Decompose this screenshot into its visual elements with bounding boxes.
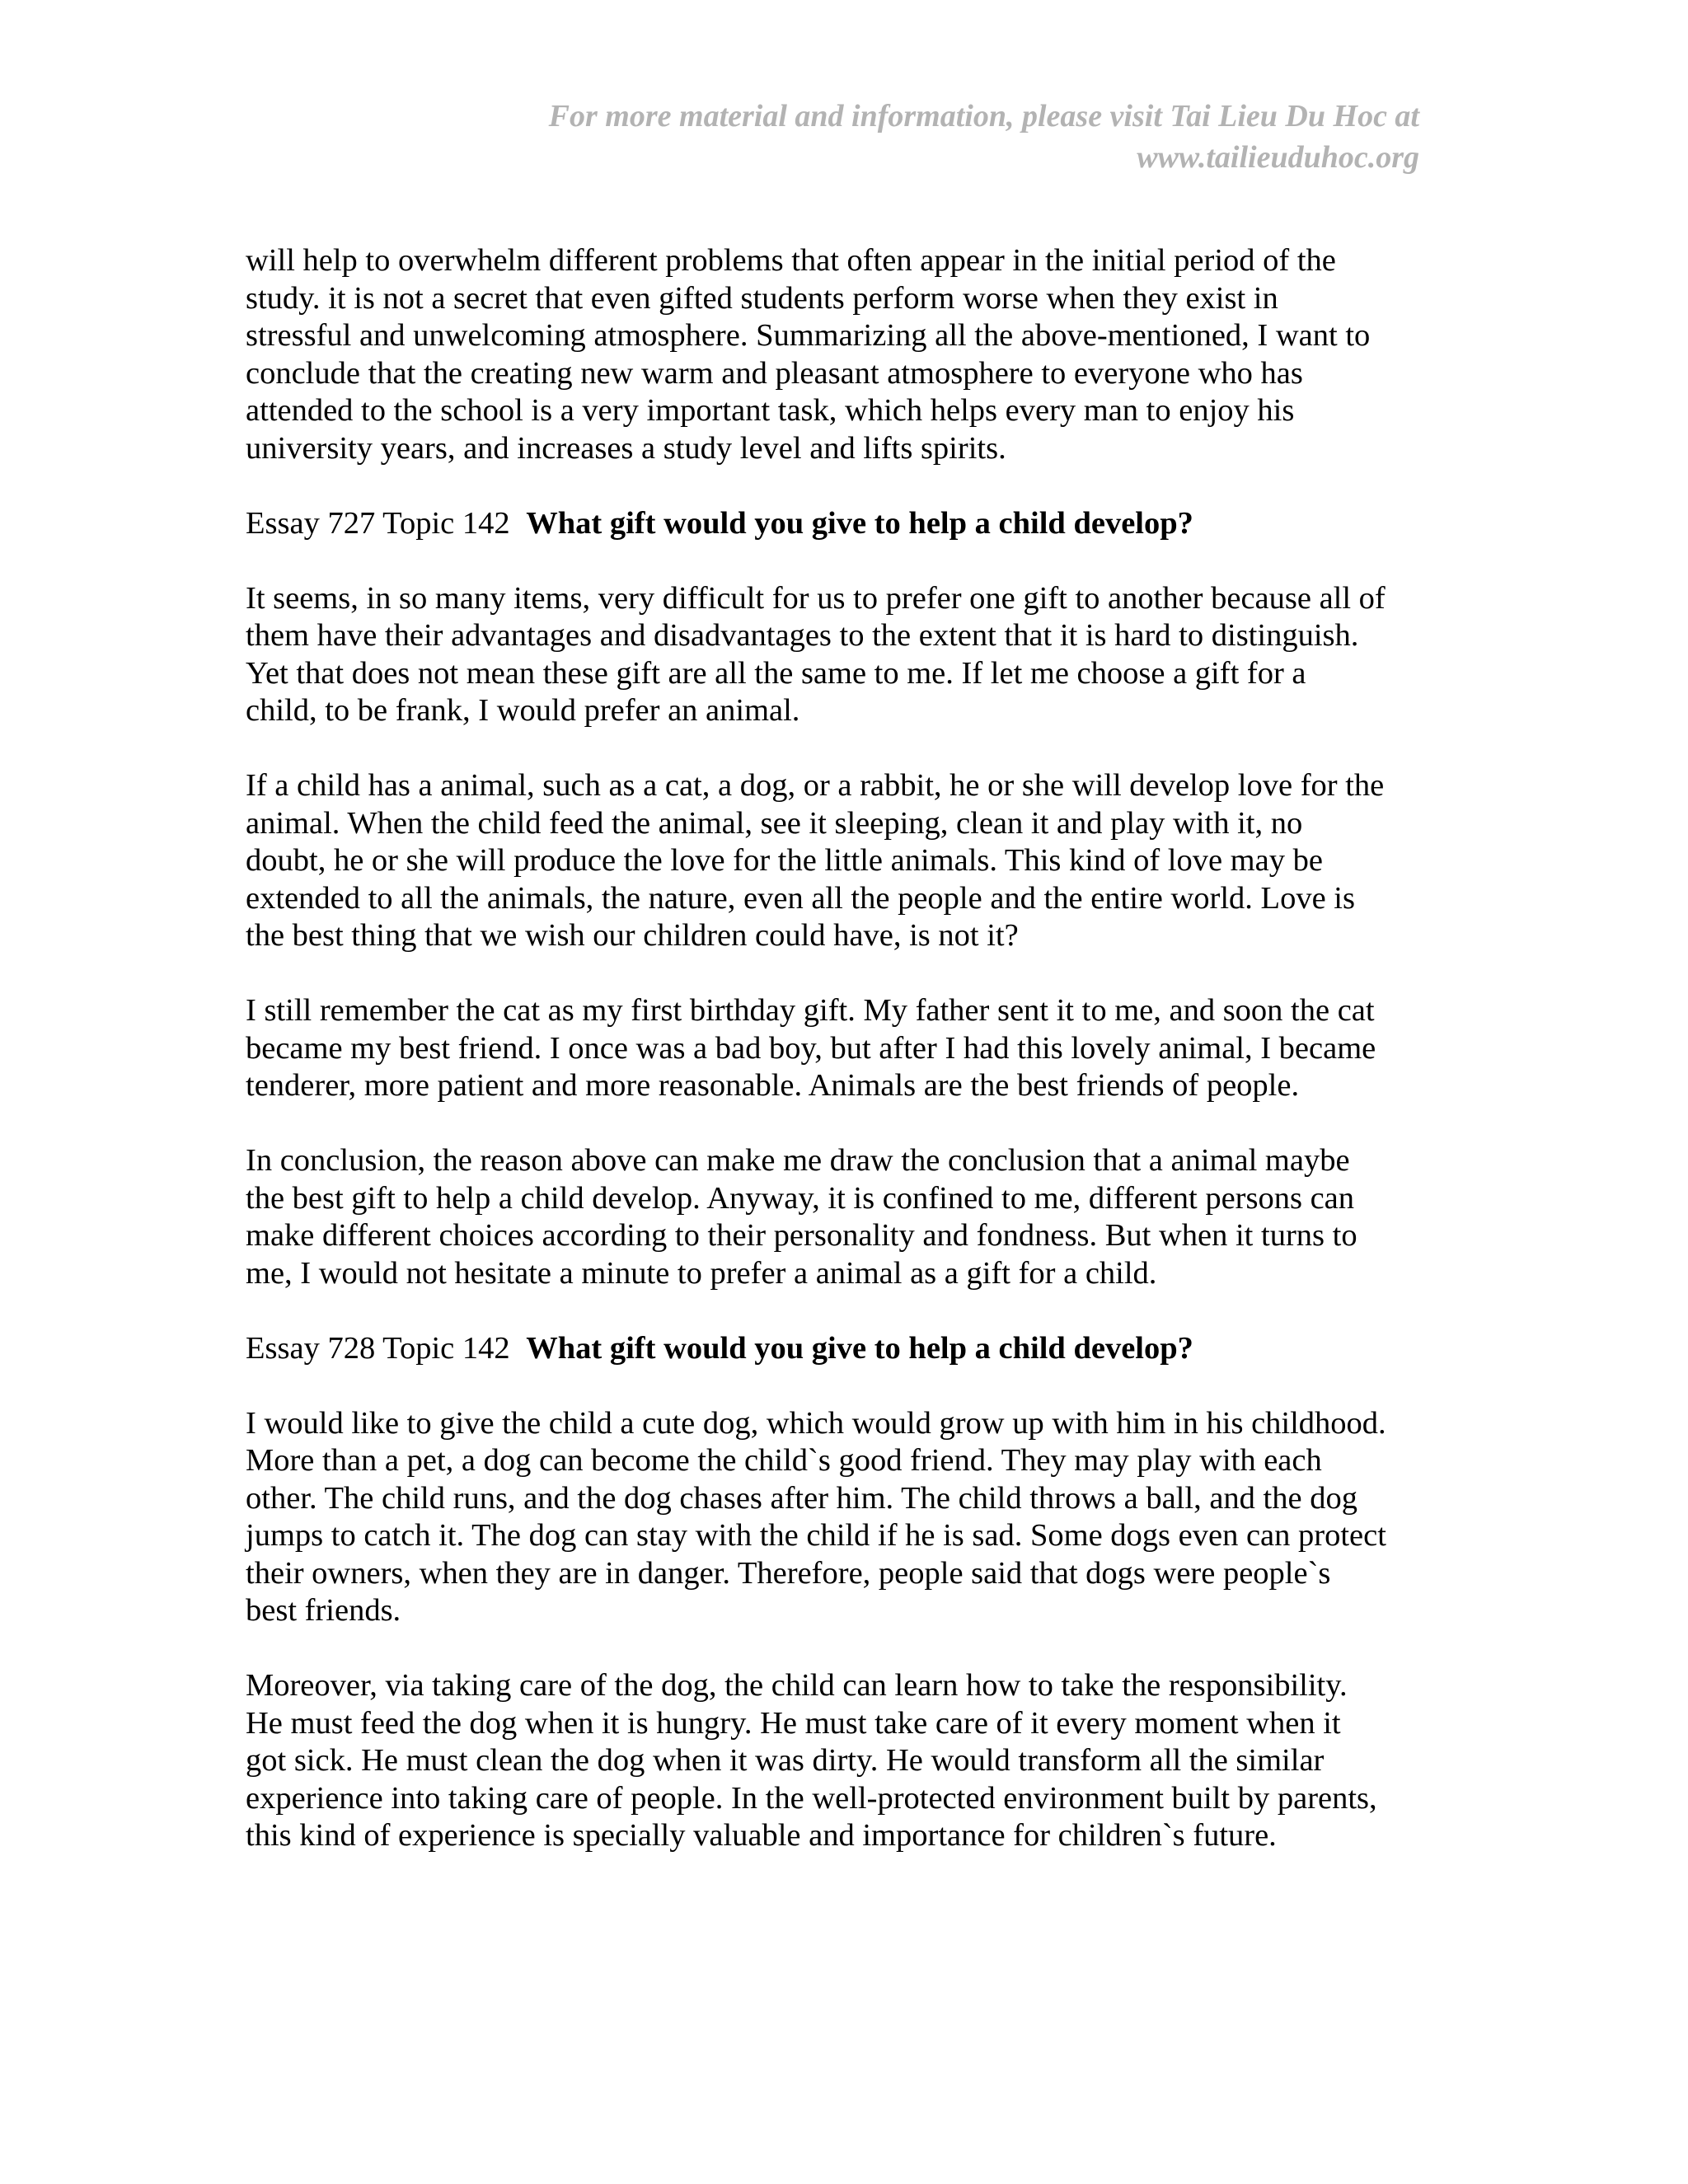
text-line: them have their advantages and disadvantages to the extent that it is hard to distinguish.	[246, 618, 1359, 653]
text-line: will help to overwhelm different problems that often appear in the initial period of the	[246, 243, 1336, 278]
text-line: me, I would not hesitate a minute to prefer a animal as a gift for a child.	[246, 1255, 1157, 1291]
text-line: attended to the school is a very important task, which helps every man to enjoy his	[246, 393, 1295, 428]
text-line: In conclusion, the reason above can make me draw the conclusion that a animal maybe	[246, 1143, 1350, 1178]
text-line: this kind of experience is specially valuable and importance for children`s future.	[246, 1818, 1277, 1853]
essay-728-paragraph-1	[246, 1405, 1441, 1630]
text-line: extended to all the animals, the nature, even all the people and the entire world. Love is	[246, 880, 1355, 916]
essay-label: Essay 728 Topic 142	[246, 1330, 510, 1366]
page-header	[348, 96, 1419, 178]
essay-label: Essay 727 Topic 142	[246, 505, 510, 541]
text-line: university years, and increases a study level and lifts spirits.	[246, 430, 1006, 466]
text-line: child, to be frank, I would prefer an animal.	[246, 693, 800, 728]
continued-paragraph	[246, 242, 1441, 467]
text-line: It seems, in so many items, very difficult for us to prefer one gift to another because all of	[246, 580, 1386, 616]
text-line: jumps to catch it. The dog can stay with the child if he is sad. Some dogs even can protect	[246, 1518, 1386, 1553]
text-line: doubt, he or she will produce the love for the little animals. This kind of love may be	[246, 843, 1323, 878]
text-line: animal. When the child feed the animal, see it sleeping, clean it and play with it, no	[246, 805, 1303, 841]
text-line: the best thing that we wish our children could have, is not it?	[246, 918, 1019, 953]
essay-728-heading	[246, 1330, 1441, 1368]
text-line: conclude that the creating new warm and pleasant atmosphere to everyone who has	[246, 355, 1303, 391]
text-line: stressful and unwelcoming atmosphere. Summarizing all the above-mentioned, I want to	[246, 318, 1371, 353]
essay-727-paragraph-2	[246, 767, 1441, 955]
text-line: Moreover, via taking care of the dog, the child can learn how to take the responsibility.	[246, 1668, 1348, 1703]
text-line: I still remember the cat as my first birthday gift. My father sent it to me, and soon the cat	[246, 993, 1375, 1028]
text-line: tenderer, more patient and more reasonable. Animals are the best friends of people.	[246, 1068, 1300, 1103]
essay-728-paragraph-2	[246, 1667, 1441, 1855]
essay-727-paragraph-3	[246, 992, 1441, 1105]
essay-727-paragraph-1	[246, 580, 1441, 730]
header-line-1: For more material and information, please visit Tai Lieu Du Hoc at	[548, 99, 1419, 134]
text-line: other. The child runs, and the dog chases after him. The child throws a ball, and the dog	[246, 1480, 1357, 1516]
document-body	[246, 242, 1441, 1892]
text-line: best friends.	[246, 1593, 401, 1628]
essay-topic-title: What gift would you give to help a child develop?	[526, 1330, 1193, 1366]
text-line: got sick. He must clean the dog when it was dirty. He would transform all the similar	[246, 1743, 1325, 1778]
text-line: their owners, when they are in danger. Therefore, people said that dogs were people`s	[246, 1555, 1331, 1591]
text-line: More than a pet, a dog can become the child`s good friend. They may play with each	[246, 1443, 1322, 1478]
text-line: experience into taking care of people. In the well-protected environment built by parents,	[246, 1780, 1377, 1816]
text-line: He must feed the dog when it is hungry. He must take care of it every moment when it	[246, 1705, 1341, 1741]
text-line: study. it is not a secret that even gifted students perform worse when they exist in	[246, 280, 1278, 316]
text-line: the best gift to help a child develop. Anyway, it is confined to me, different persons can	[246, 1180, 1355, 1216]
text-line: If a child has a animal, such as a cat, a dog, or a rabbit, he or she will develop love for the	[246, 768, 1385, 803]
essay-727-heading	[246, 505, 1441, 543]
essay-727-paragraph-4	[246, 1142, 1441, 1292]
text-line: Yet that does not mean these gift are all the same to me. If let me choose a gift for a	[246, 655, 1306, 691]
text-line: I would like to give the child a cute dog, which would grow up with him in his childhood.	[246, 1405, 1386, 1441]
text-line: became my best friend. I once was a bad boy, but after I had this lovely animal, I became	[246, 1030, 1376, 1066]
essay-topic-title: What gift would you give to help a child develop?	[526, 505, 1193, 541]
text-line: make different choices according to their personality and fondness. But when it turns to	[246, 1218, 1357, 1253]
header-website: www.tailieuduhoc.org	[1137, 140, 1419, 175]
